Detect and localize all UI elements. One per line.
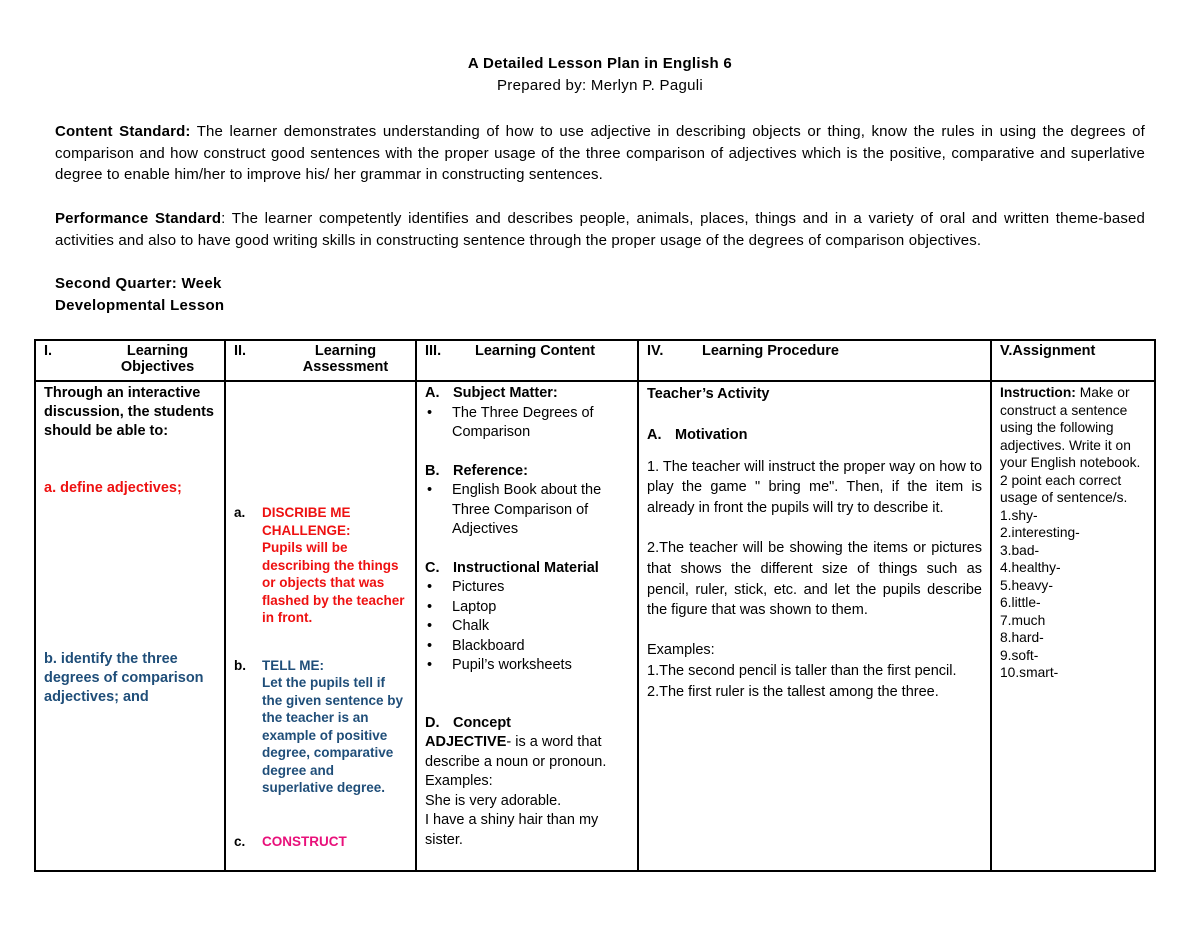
content-b-title: Reference: [453, 462, 528, 479]
assessment-a-title: DISCRIBE ME CHALLENGE: [262, 505, 351, 538]
table-header-row [35, 340, 1155, 381]
procedure-example: 2.The first ruler is the tallest among the three. [647, 683, 939, 700]
content-d [425, 714, 629, 734]
procedure-examples-label: Examples: [647, 642, 715, 659]
header-num: IV. [647, 343, 664, 359]
assignment-item: 10.smart- [1000, 665, 1059, 680]
assessment-a [234, 504, 407, 627]
concept-example: I have a shiny hair than my sister. [425, 812, 599, 848]
instruction-text: Make or construct a sentence using the following adjectives. Write it on your English notebook. 2 point each correct usage of sentence/s. [1000, 385, 1141, 505]
assignment-item: 8.hard- [1000, 630, 1044, 645]
assignment-item: 2.interesting- [1000, 525, 1080, 540]
header-assessment [225, 340, 416, 381]
assessment-c-title: CONSTRUCT [262, 833, 347, 849]
concept-term: ADJECTIVE [425, 734, 507, 750]
header-label: Objectives [120, 359, 195, 375]
header-num: III. [425, 343, 442, 359]
header-num: II. [234, 343, 247, 359]
performance-standard-label: Performance Standard [55, 210, 222, 227]
header-label: V.Assignment [1000, 343, 1096, 359]
assessment-c [234, 833, 407, 851]
assignment-item: 9.soft- [1000, 647, 1039, 663]
assignment-item: 1.shy- [1000, 507, 1038, 523]
header-label: Learning [314, 343, 377, 359]
content-a [425, 384, 629, 404]
assignment-item: 4.healthy- [1000, 560, 1061, 575]
assessment-a-text: Pupils will be describing the things or objects that was flashed by the teacher in front. [262, 540, 405, 625]
teacher-activity-heading: Teacher’s Activity [647, 386, 770, 402]
assignment-item: 7.much [1000, 612, 1046, 628]
content-standard-text: The learner demonstrates understanding of how to use adjective in describing objects or thing, know the rules in using the degrees of comparison and how construct good sentences with the proper usage of the three comparison of adjectives which is the positive, comparative and superlative degree to enable him/her to improve his/ her grammar in constructing sentences. [55, 123, 1145, 183]
objective-a: a. define adjectives; [44, 480, 182, 496]
assessment-cell [225, 381, 416, 871]
list-label: b. [234, 657, 246, 673]
content-a-list [425, 404, 629, 443]
list-item: • Pictures [452, 578, 629, 598]
list-label: B. [425, 462, 440, 479]
procedure-step-1: 1. The teacher will instruct the proper way on how to play the game " bring me". Then, if the item is already in front the pupils will try to describe it. [647, 458, 983, 517]
lesson-plan-table [34, 339, 1156, 872]
assignment-item: 3.bad- [1000, 542, 1040, 558]
header-label: Learning [126, 343, 189, 359]
motivation-title: Motivation [675, 426, 748, 443]
table-body-row [35, 381, 1155, 871]
assessment-b-title: TELL ME: [262, 657, 324, 673]
content-standard [55, 121, 1145, 186]
objectives-intro: Through an interactive discussion, the students should be able to: [44, 385, 214, 439]
concept-def: - is a word that describe a noun or pronoun. [425, 734, 607, 770]
list-label: c. [234, 833, 246, 849]
assignment-cell [991, 381, 1155, 871]
procedure-cell [638, 381, 991, 871]
objectives-cell [35, 381, 225, 871]
document-title: A Detailed Lesson Plan in English 6 [467, 55, 733, 72]
list-item: • Blackboard [452, 637, 629, 657]
prepared-by: Prepared by: Merlyn P. Paguli [496, 77, 704, 94]
concept-examples-label: Examples: [425, 773, 493, 789]
list-label: C. [425, 559, 440, 576]
list-label: D. [425, 714, 440, 731]
header-label: Learning Content [475, 343, 596, 359]
assessment-b-text: Let the pupils tell if the given sentence by the teacher is an example of positive degree, comparative degree and superlative degree. [262, 675, 404, 795]
list-label: a. [234, 505, 246, 520]
content-d-title: Concept [453, 714, 511, 731]
instruction-label: Instruction: [1000, 385, 1076, 400]
list-item: • Pupil’s worksheets [452, 656, 629, 676]
performance-standard-text: : The learner competently identifies and describes people, animals, places, things and in a variety of oral and written theme-based activities and also to have good writing skills in constructing sentence through the proper usage of the degrees of comparison objectives. [55, 210, 1145, 249]
content-c-title: Instructional Material [453, 559, 599, 576]
concept-example: She is very adorable. [425, 792, 562, 809]
list-item: • English Book about the Three Comparison of Adjectives [452, 481, 629, 540]
content-cell [416, 381, 638, 871]
quarter-heading: Second Quarter: Week [55, 275, 222, 292]
list-item: • The Three Degrees of Comparison [452, 404, 629, 443]
header-content [416, 340, 638, 381]
content-standard-label: Content Standard: [55, 123, 191, 140]
list-label: A. [425, 385, 440, 401]
lesson-type-heading: Developmental Lesson [55, 297, 225, 314]
header-assignment [991, 340, 1155, 381]
assignment-instruction [1000, 384, 1146, 507]
header-label: Learning Procedure [702, 343, 839, 359]
content-b-list [425, 481, 629, 540]
list-item: • Chalk [452, 617, 629, 637]
header-procedure [638, 340, 991, 381]
objective-b: b. identify the three degrees of comparison adjectives; and [44, 651, 204, 705]
content-c-list [425, 578, 629, 676]
procedure-step-2: 2.The teacher will be showing the items or pictures that shows the different size of things such as pencil, ruler, stick, etc. and let the pupils describe the figure that was shown to them. [647, 539, 982, 619]
motivation-heading [647, 425, 982, 446]
header-num: I. [44, 343, 53, 359]
list-label: A. [647, 426, 662, 443]
procedure-example: 1.The second pencil is taller than the first pencil. [647, 662, 957, 679]
content-a-title: Subject Matter: [453, 385, 558, 401]
assessment-b [234, 657, 407, 797]
assignment-item: 6.little- [1000, 595, 1041, 610]
list-item: • Laptop [452, 598, 629, 618]
header-objectives [35, 340, 225, 381]
header-label: Assessment [302, 359, 389, 375]
content-b [425, 462, 629, 482]
performance-standard [55, 208, 1145, 251]
assignment-item: 5.heavy- [1000, 577, 1053, 593]
concept-definition [425, 733, 629, 772]
content-c [425, 559, 629, 579]
